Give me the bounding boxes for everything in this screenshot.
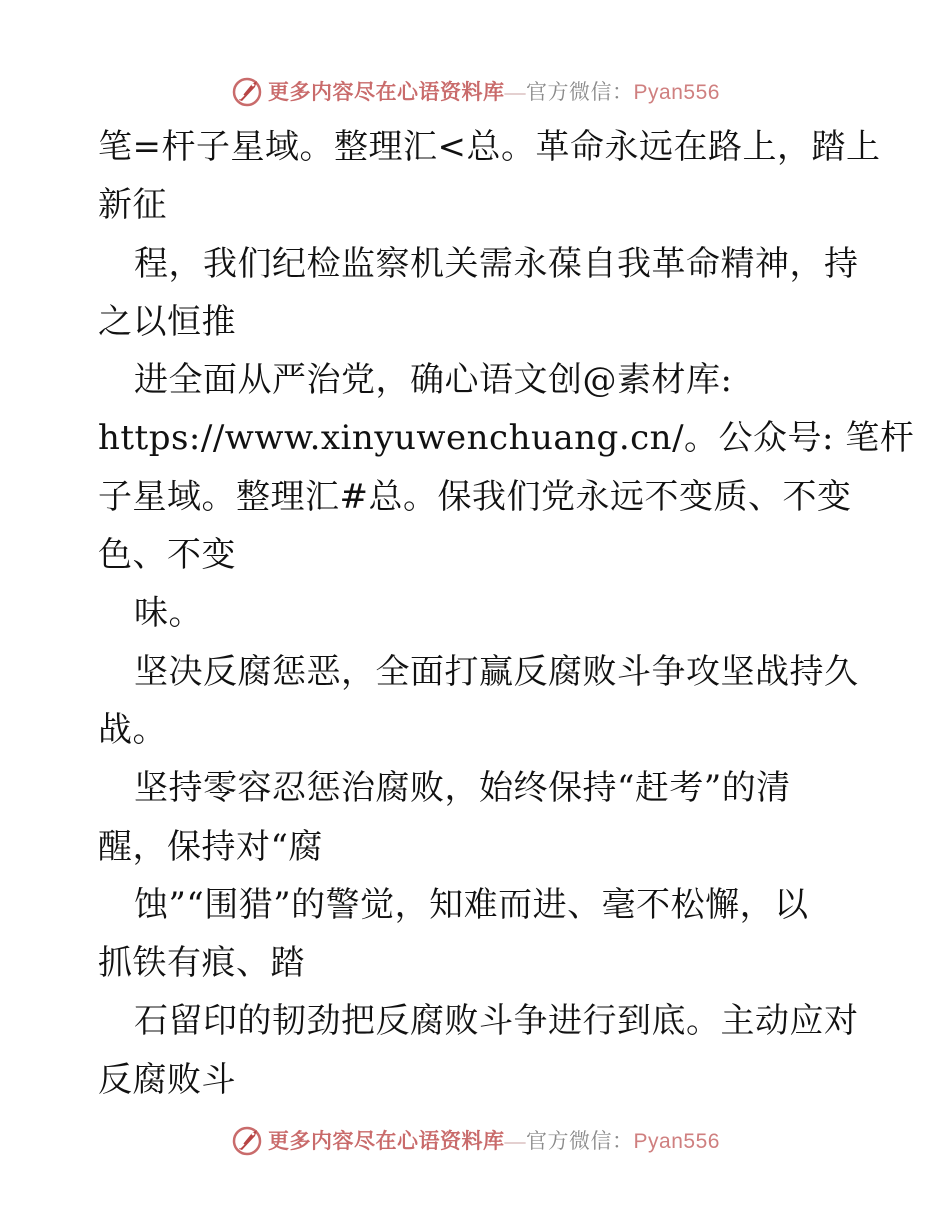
footer-brand: 更多内容尽在心语资料库: [268, 1129, 505, 1153]
pen-nib-logo-icon: [230, 1123, 264, 1157]
header-banner: [0, 71, 950, 111]
text-line: 味。: [134, 593, 203, 634]
text-line: 抓铁有痕、踏: [98, 943, 305, 984]
text-line: 笔=杆子星域。整理汇<总。革命永远在路上，踏上: [98, 127, 881, 167]
header-text: [268, 76, 720, 106]
text-line: 坚持零容忍惩治腐败，始终保持“赶考”的清: [134, 768, 791, 809]
header-separator: —: [504, 80, 527, 104]
text-line: 新征: [98, 185, 167, 226]
text-line: 蚀”“围猎”的警觉，知难而进、毫不松懈，以: [134, 884, 809, 925]
footer-wechat-id: Pyan556: [633, 1130, 720, 1153]
header-brand: 更多内容尽在心语资料库: [268, 80, 505, 104]
text-line: 之以恒推: [98, 301, 236, 342]
header-wechat-label: 官方微信：: [526, 80, 634, 104]
text-line: 程，我们纪检监察机关需永葆自我革命精神，持: [134, 243, 859, 284]
text-line: 进全面从严治党，确心语文创@素材库:: [134, 360, 733, 401]
text-line: 反腐败斗: [98, 1059, 236, 1100]
header-wechat-id: Pyan556: [633, 81, 720, 104]
pen-nib-logo-icon: [230, 74, 264, 108]
text-line: https://www.xinyuwenchuang.cn/。公众号: 笔杆: [98, 418, 915, 459]
footer-wechat-label: 官方微信：: [526, 1129, 634, 1153]
text-line: 子星域。整理汇#总。保我们党永远不变质、不变: [98, 476, 852, 517]
text-line: 战。: [98, 709, 167, 750]
document-body: [98, 118, 915, 1109]
text-line: 坚决反腐惩恶，全面打赢反腐败斗争攻坚战持久: [134, 651, 859, 692]
text-line: 醒，保持对“腐: [98, 826, 323, 867]
text-line: 色、不变: [98, 535, 236, 576]
text-line: 石留印的韧劲把反腐败斗争进行到底。主动应对: [134, 1001, 859, 1042]
footer-separator: —: [504, 1129, 527, 1153]
footer-banner: [0, 1120, 950, 1160]
footer-text: [268, 1125, 720, 1155]
